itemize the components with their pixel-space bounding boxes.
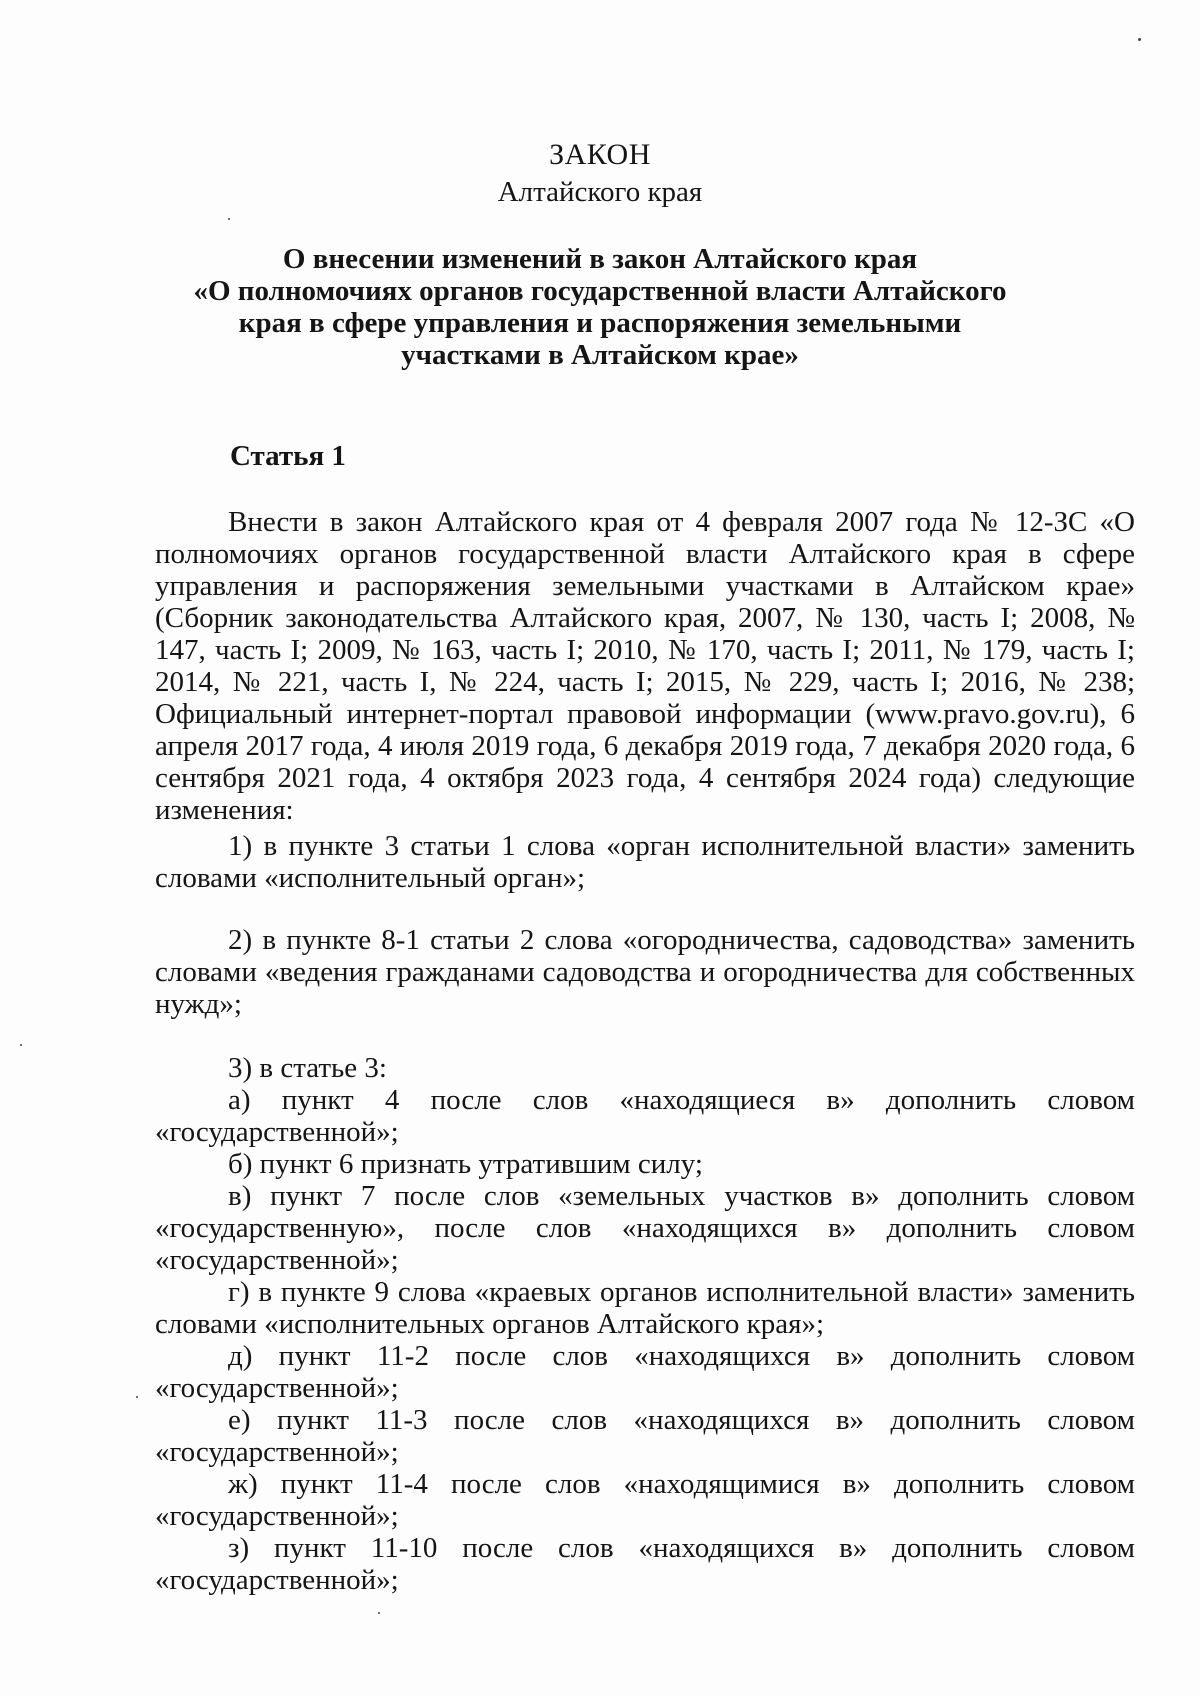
article-intro-paragraph: Внести в закон Алтайского края от 4 февраля 2007 года № 12-ЗС «О полномочиях органов государственной власти Алтайского края в сфере управления и распоряжения земельными участками в Алтайском крае» (Сборник законодательства Алтайского края, 2007, № 130, часть I; 2008, № 147, часть I; 2009, № 163, часть I; 2010, № 170, часть I; 2011, № 179, часть I; 2014, № 221, часть I, № 224, часть I; 2015, № 229, часть I; 2016, № 238; Официальный интернет-портал правовой информации (www.pravo.gov.ru), 6 апреля 2017 года, 4 июля 2019 года, 6 декабря 2019 года, 7 декабря 2020 года, 6 сентября 2021 года, 4 октября 2023 года, 4 сентября 2024 года) следующие изменения:: [155, 506, 1136, 826]
amendment-item-3: [155, 1052, 1135, 1596]
amendment-subitem: б) пункт 6 признать утратившим силу;: [228, 1148, 703, 1180]
amendment-item-3-heading: 3) в статье 3:: [228, 1052, 387, 1084]
document-region: Алтайского края: [497, 176, 703, 208]
scan-speck: [378, 1612, 380, 1614]
amendment-subitem: в) пункт 7 после слов «земельных участков в» дополнить словом «государственную», после слов «находящихся в» дополнить словом «государственной»;: [155, 1180, 1135, 1276]
article-heading: Статья 1: [230, 440, 346, 472]
scan-speck: [1138, 38, 1141, 41]
document-title: [0, 243, 1200, 371]
title-line: О внесении изменений в закон Алтайского края: [282, 243, 918, 275]
amendment-subitem: з) пункт 11-10 после слов «находящихся в» дополнить словом «государственной»;: [155, 1532, 1135, 1596]
scan-speck: [136, 1396, 138, 1398]
amendment-subitem: е) пункт 11-3 после слов «находящихся в» дополнить словом «государственной»;: [155, 1404, 1135, 1468]
amendment-subitem: ж) пункт 11-4 после слов «находящимися в» дополнить словом «государственной»;: [155, 1468, 1135, 1532]
document-type: ЗАКОН: [549, 138, 651, 171]
amendment-subitem: д) пункт 11-2 после слов «находящихся в» дополнить словом «государственной»;: [155, 1340, 1135, 1404]
title-line: «О полномочиях органов государственной власти Алтайского: [193, 275, 1007, 307]
title-line: края в сфере управления и распоряжения земельными: [238, 307, 962, 339]
scan-speck: [20, 1044, 22, 1046]
scan-speck: [228, 218, 230, 220]
amendment-subitem: г) в пункте 9 слова «краевых органов исполнительной власти» заменить словами «исполнительных органов Алтайского края»;: [155, 1276, 1135, 1340]
amendment-item-1: 1) в пункте 3 статьи 1 слова «орган исполнительной власти» заменить словами «исполнительный орган»;: [155, 830, 1135, 894]
amendment-item-2: 2) в пункте 8-1 статьи 2 слова «огородничества, садоводства» заменить словами «ведения гражданами садоводства и огородничества для собственных нужд»;: [155, 924, 1135, 1020]
amendment-subitem: а) пункт 4 после слов «находящиеся в» дополнить словом «государственной»;: [155, 1084, 1135, 1148]
title-line: участками в Алтайском крае»: [401, 339, 799, 371]
